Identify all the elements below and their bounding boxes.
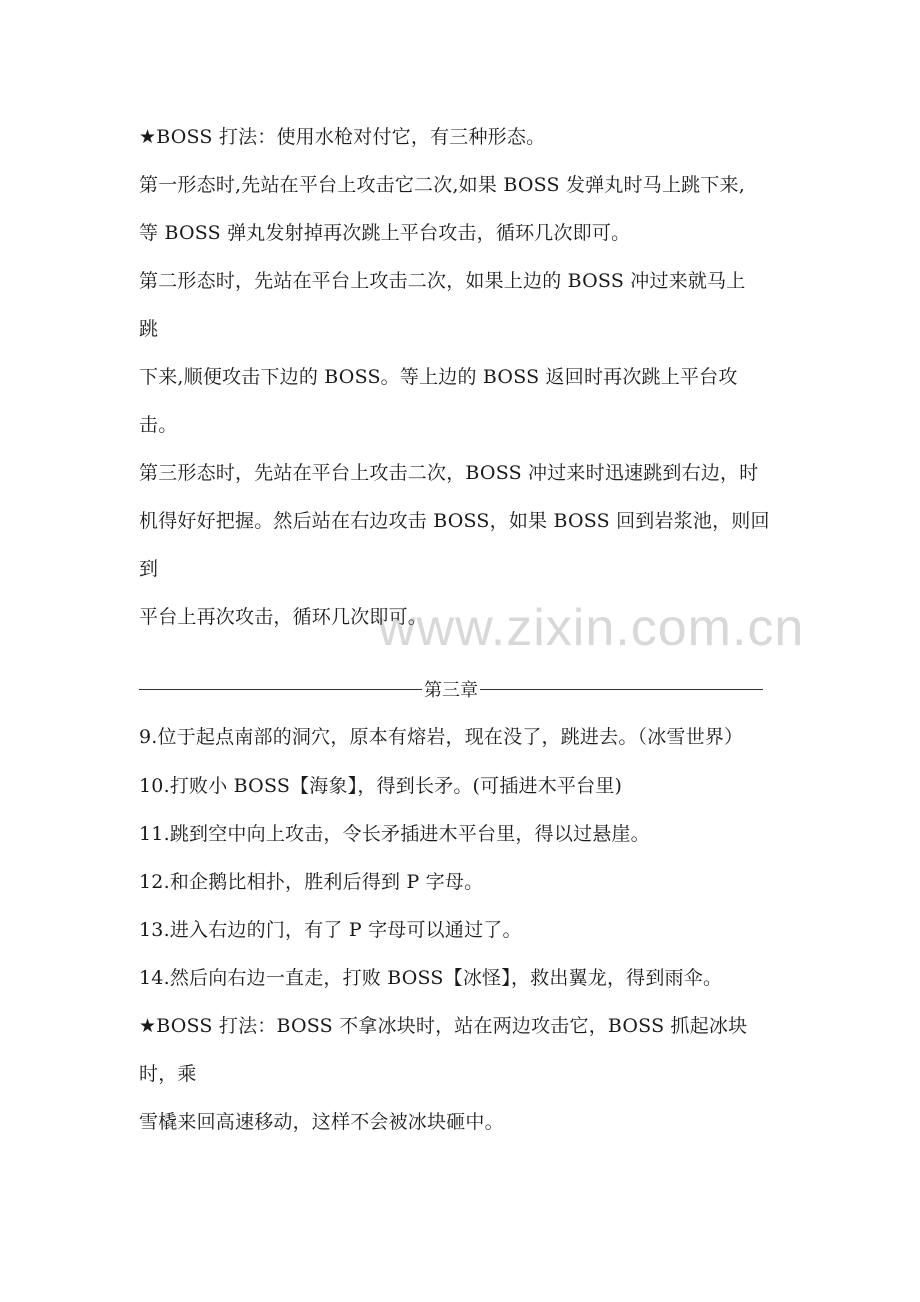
- boss-tactic-text-line: 雪橇来回高速移动，这样不会被冰块砸中。: [139, 1111, 504, 1133]
- form2-text-line: 下来,顺便攻击下边的 BOSS。等上边的 BOSS 返回时再次跳上平台攻: [139, 366, 738, 388]
- boss-tactic-text-line: ★BOSS 打法：BOSS 不拿冰块时，站在两边攻击它，BOSS 抓起冰块: [139, 1015, 748, 1037]
- watermark: www.zixin.com.cn: [378, 599, 805, 657]
- chapter-divider: [139, 677, 763, 701]
- form3-text-line: 平台上再次攻击，循环几次即可。: [139, 606, 428, 628]
- form1-text-line: 等 BOSS 弹丸发射掉再次跳上平台攻击，循环几次即可。: [139, 222, 631, 244]
- step-item: 13.进入右边的门，有了 P 字母可以通过了。: [139, 919, 522, 941]
- chapter-title: 第三章: [424, 680, 478, 701]
- form3-text-line: 第三形态时，先站在平台上攻击二次，BOSS 冲过来时迅速跳到右边，时: [139, 462, 759, 484]
- form3-text-line: 机得好好把握。然后站在右边攻击 BOSS，如果 BOSS 回到岩浆池，则回: [139, 510, 770, 532]
- boss-tactic-text-line: 时，乘: [139, 1063, 197, 1085]
- step-item: 10.打败小 BOSS【海象】，得到长矛。(可插进木平台里): [139, 775, 623, 797]
- form2-text-line: 第二形态时，先站在平台上攻击二次，如果上边的 BOSS 冲过来就马上: [139, 270, 746, 292]
- step-item: 9.位于起点南部的洞穴，原本有熔岩，现在没了，跳进去。（冰雪世界）: [139, 726, 744, 748]
- step-item: 11.跳到空中向上攻击，令长矛插进木平台里，得以过悬崖。: [139, 823, 650, 845]
- form1-text-line: 第一形态时,先站在平台上攻击它二次,如果 BOSS 发弹丸时马上跳下来,: [139, 174, 745, 196]
- form2-text-line: 跳: [139, 318, 159, 340]
- divider-rule-right: [480, 689, 763, 690]
- form2-text-line: 击。: [139, 414, 178, 436]
- divider-rule-left: [139, 689, 422, 690]
- step-item: 14.然后向右边一直走，打败 BOSS【冰怪】，救出翼龙，得到雨伞。: [139, 967, 723, 989]
- step-item: 12.和企鹅比相扑，胜利后得到 P 字母。: [139, 871, 484, 893]
- form3-text-line: 到: [139, 558, 159, 580]
- boss-tactic-heading: ★BOSS 打法：使用水枪对付它，有三种形态。: [139, 126, 546, 148]
